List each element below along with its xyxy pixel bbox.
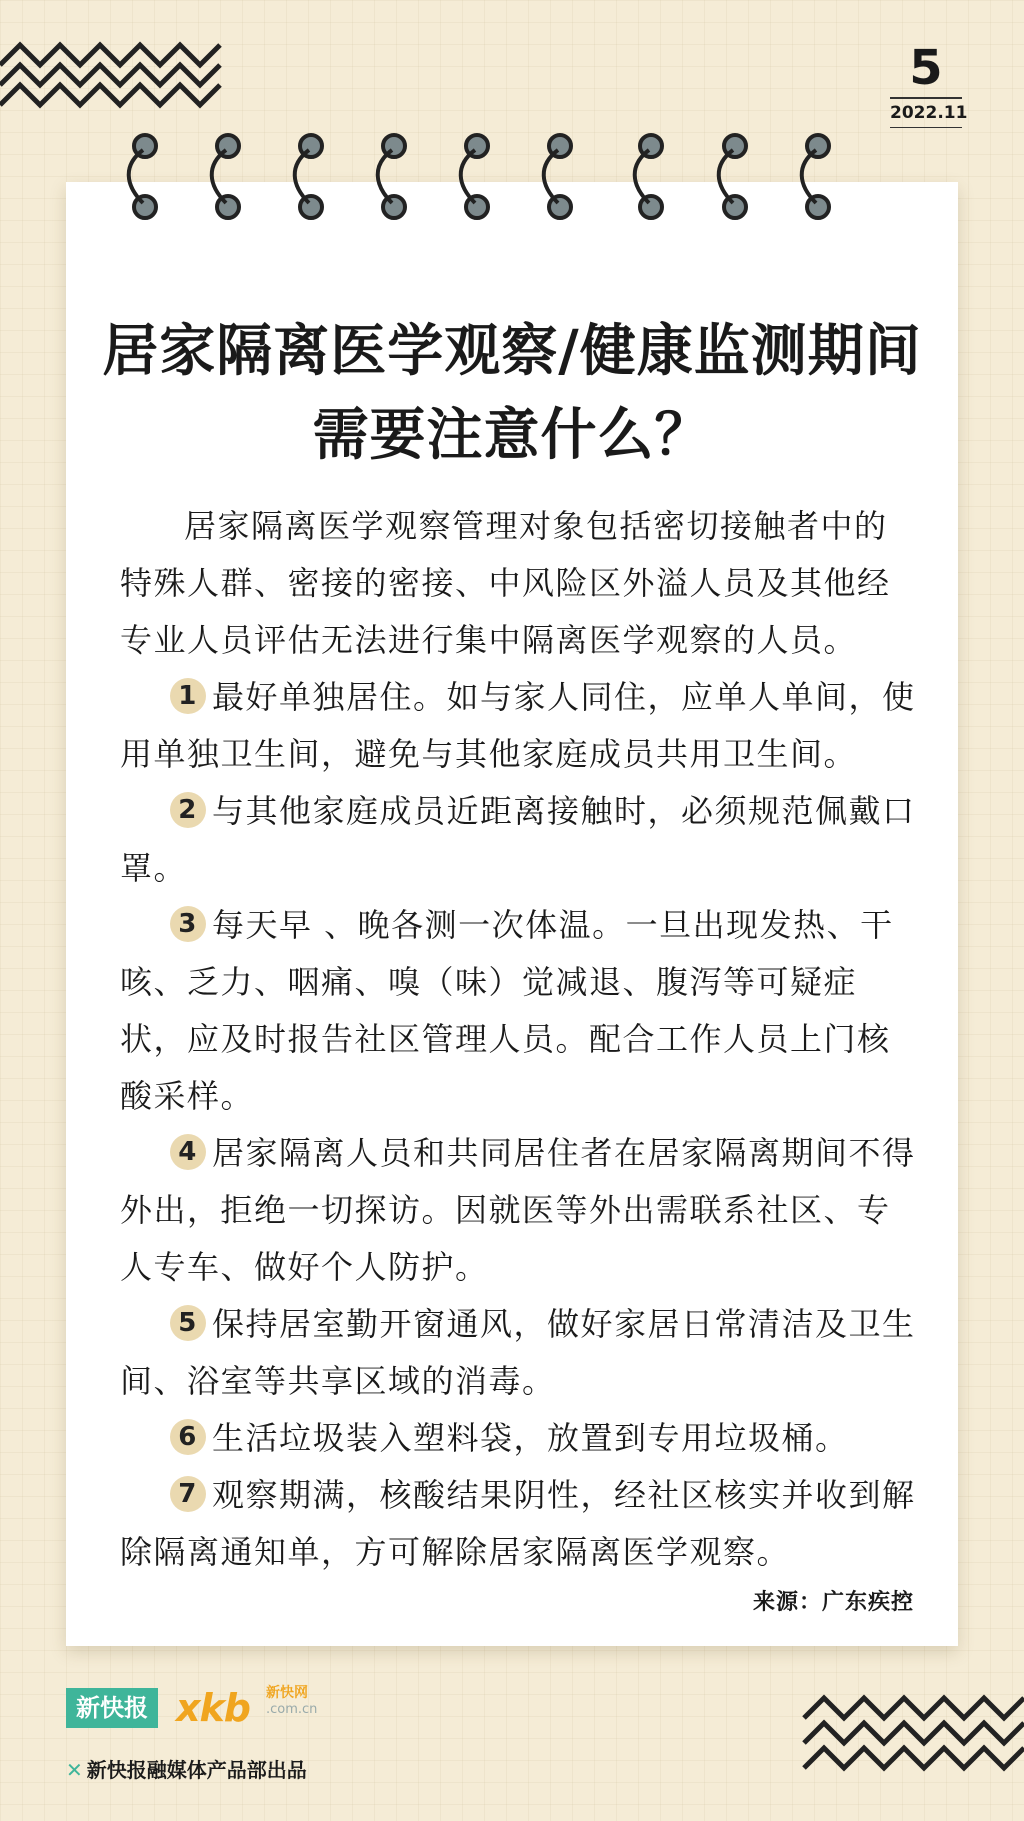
source-credit: 来源：广东疾控 <box>752 1590 914 1615</box>
list-item <box>120 1467 920 1581</box>
article-body <box>120 498 920 1581</box>
list-item-text: 生活垃圾装入塑料袋，放置到专用垃圾桶。 <box>212 1419 849 1457</box>
list-item-text: 居家隔离人员和共同居住者在居家隔离期间不得外出，拒绝一切探访。因就医等外出需联系社区、专人专车、做好个人防护。 <box>120 1134 916 1286</box>
list-item <box>120 1125 920 1296</box>
page-number-block <box>890 40 968 128</box>
list-item <box>120 897 920 1125</box>
list-item <box>120 669 920 783</box>
issue-date: 2022.11 <box>890 103 968 123</box>
brand-logo: 新快报 <box>66 1688 158 1728</box>
xkb-logo: xkb <box>176 1686 250 1730</box>
number-badge: 6 <box>170 1419 206 1455</box>
xkb-logo-domain: .com.cn <box>266 1702 318 1717</box>
number-badge: 7 <box>170 1476 206 1512</box>
list-item <box>120 1410 920 1467</box>
page-number: 5 <box>909 40 943 96</box>
number-badge: 5 <box>170 1305 206 1341</box>
footer-branding <box>66 1685 366 1798</box>
list-item-text: 与其他家庭成员近距离接触时，必须规范佩戴口罩。 <box>120 792 916 887</box>
title-line-2: 需要注意什么？ <box>312 403 712 468</box>
producer-mark-icon: ✕ <box>66 1758 83 1782</box>
list-item-text: 观察期满，核酸结果阴性，经社区核实并收到解除隔离通知单，方可解除居家隔离医学观察。 <box>120 1476 916 1571</box>
date-divider <box>890 127 962 128</box>
producer-text: 新快报融媒体产品部出品 <box>86 1758 307 1782</box>
page-number-divider <box>890 97 962 99</box>
list-item-text: 每天早 、晚各测一次体温。一旦出现发热、干咳、乏力、咽痛、嗅（味）觉减退、腹泻等可疑症状，应及时报告社区管理人员。配合工作人员上门核酸采样。 <box>120 906 894 1115</box>
number-badge: 3 <box>170 906 206 942</box>
list-item-text: 最好单独居住。如与家人同住，应单人单间，使用单独卫生间，避免与其他家庭成员共用卫生间。 <box>120 678 916 773</box>
title-line-1: 居家隔离医学观察/健康监测期间 <box>102 319 922 384</box>
page-title <box>66 310 958 478</box>
intro-paragraph: 居家隔离医学观察管理对象包括密切接触者中的特殊人群、密接的密接、中风险区外溢人员及其他经专业人员评估无法进行集中隔离医学观察的人员。 <box>120 507 891 659</box>
list-item <box>120 1296 920 1410</box>
number-badge: 1 <box>170 678 206 714</box>
list-item <box>120 783 920 897</box>
zigzag-decoration-bottom <box>794 1688 1024 1788</box>
producer-credit <box>66 1754 307 1783</box>
number-badge: 4 <box>170 1134 206 1170</box>
xkb-logo-cn: 新快网 <box>266 1685 308 1701</box>
number-badge: 2 <box>170 792 206 828</box>
list-item-text: 保持居室勤开窗通风，做好家居日常清洁及卫生间、浴室等共享区域的消毒。 <box>120 1305 916 1400</box>
zigzag-decoration-top <box>0 30 230 120</box>
